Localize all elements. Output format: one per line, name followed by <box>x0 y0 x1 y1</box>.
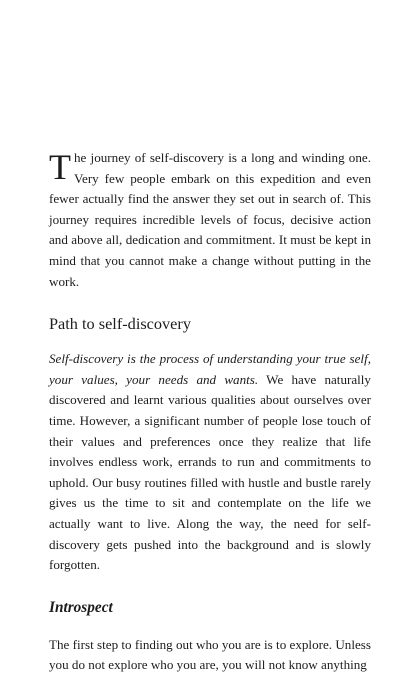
subheading-introspect: Introspect <box>49 598 113 616</box>
section-paragraph <box>49 349 371 576</box>
section-paragraph-text: We have naturally discovered and learnt various qualities about ourselves over time. However, a significant number of people lose touch of their values and preferences once they realize that life involves endless work, errands to run and commitments to uphold. Our busy routines filled with hustle and bustle rarely gives us the time to sit and contemplate on the life we actually want to live. Along the way, the need for self-discovery gets pushed into the background and is slowly forgotten. <box>49 371 371 573</box>
drop-cap: T <box>49 147 71 187</box>
intro-text: he journey of self-discovery is a long and winding one. Very few people embark on this expedition and even fewer actually find the answer they set out in search of. This journey requires incredible levels of focus, decisive action and above all, dedication and commitment. It must be kept in mind that you cannot make a change without putting in the work. <box>49 150 371 289</box>
page-content <box>49 148 371 676</box>
introspect-paragraph: The first step to finding out who you are is to explore. Unless you do not explore who you are, you will not know anything <box>49 636 371 673</box>
section-heading-path-to-self-discovery: Path to self-discovery <box>49 314 191 334</box>
italic-definition: Self-discovery is the process of understanding your true self, your values, your needs and wants. <box>49 351 371 387</box>
intro-paragraph <box>49 148 371 292</box>
